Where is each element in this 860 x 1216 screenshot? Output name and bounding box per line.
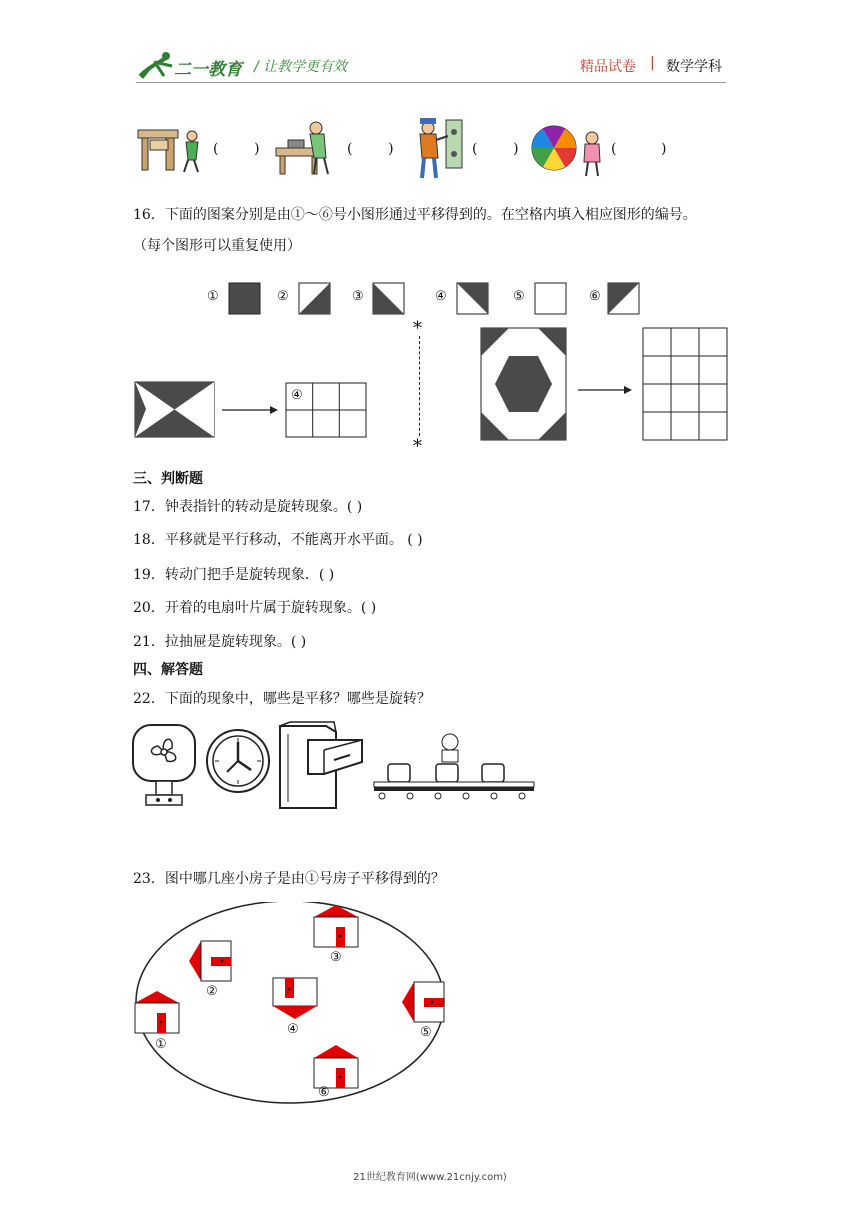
q15-blank-1[interactable]: ( ) [213, 141, 260, 157]
tile-5-blank [534, 282, 568, 316]
house-label-6: ⑥ [318, 1085, 330, 1100]
tile-label-4: ④ [435, 289, 447, 304]
q23: 23．图中哪几座小房子是由①号房子平移得到的？ [133, 871, 445, 887]
arrow-icon [576, 383, 636, 397]
arrow-icon [220, 403, 280, 417]
q17: 17．钟表指针的转动是旋转现象。( ) [133, 499, 363, 515]
tile-label-6: ⑥ [589, 289, 601, 304]
q15-blank-3[interactable]: ( ) [472, 141, 519, 157]
q16-answer-grid-right [642, 327, 728, 441]
house-5 [402, 982, 444, 1022]
header-separator: | [650, 55, 655, 71]
q21: 21．拉抽屉是旋转现象。( ) [133, 634, 307, 650]
planing-wood-picture [274, 118, 340, 176]
grid-prefill-label: ④ [291, 388, 303, 403]
q16-pattern-hexagon [480, 327, 568, 442]
pulling-drawer-picture [136, 122, 206, 174]
q16-pattern-bowtie [134, 381, 216, 439]
house-4 [273, 978, 317, 1019]
header-rule [136, 82, 726, 83]
house-1 [135, 991, 179, 1033]
dashed-divider [419, 336, 420, 436]
house-label-4: ④ [287, 1022, 299, 1037]
q20: 20．开着的电扇叶片属于旋转现象。( ) [133, 600, 377, 616]
q16-note: （每个图形可以重复使用） [133, 238, 301, 254]
tile-4-diagonal [456, 282, 490, 316]
drawer-cabinet-picture [274, 720, 366, 812]
q16-text: 16．下面的图案分别是由①～⑥号小图形通过平移得到的。在空格内填入相应图形的编号。 [133, 207, 697, 223]
tile-label-3: ③ [352, 289, 364, 304]
q19: 19．转动门把手是旋转现象．( ) [133, 567, 335, 583]
tile-label-5: ⑤ [513, 289, 525, 304]
house-3 [314, 905, 358, 947]
q15-blank-2[interactable]: ( ) [347, 141, 394, 157]
q23-houses-figure [130, 902, 450, 1112]
section-3-title: 三、判断题 [133, 471, 203, 487]
q18: 18．平移就是平行移动，不能离开水平面。 ( ) [133, 532, 423, 548]
house-2 [189, 941, 231, 981]
header-tag-exam: 精品试卷 [580, 59, 636, 75]
house-label-2: ② [206, 984, 218, 999]
conveyor-belt-picture [372, 730, 538, 802]
spinning-wheel-picture [530, 122, 606, 178]
tile-6-diagonal [607, 282, 641, 316]
q22: 22．下面的现象中，哪些是平移？哪些是旋转？ [133, 691, 431, 707]
tile-3-diagonal [372, 282, 406, 316]
header-tag-subject: 数学学科 [666, 59, 722, 75]
tile-1-solid [228, 282, 262, 316]
turning-switch-picture [412, 116, 466, 182]
electric-fan-picture [130, 722, 200, 808]
house-6 [314, 1045, 358, 1088]
slogan: / 让教学更有效 [254, 59, 348, 75]
clock-picture [205, 728, 271, 794]
house-label-3: ③ [330, 950, 342, 965]
house-label-1: ① [155, 1037, 167, 1052]
q15-blank-4[interactable]: ( ) [611, 141, 667, 157]
cut-star-top: * [413, 318, 422, 339]
section-4-title: 四、解答题 [133, 662, 203, 678]
footer-source: 21世纪教育网(www.21cnjy.com) [353, 1172, 507, 1183]
cut-star-bottom: * [413, 436, 422, 457]
tile-2-diagonal [298, 282, 332, 316]
tile-label-1: ① [207, 289, 219, 304]
house-label-5: ⑤ [420, 1025, 432, 1040]
tile-label-2: ② [277, 289, 289, 304]
logo-text: 二一教育 [174, 60, 242, 80]
